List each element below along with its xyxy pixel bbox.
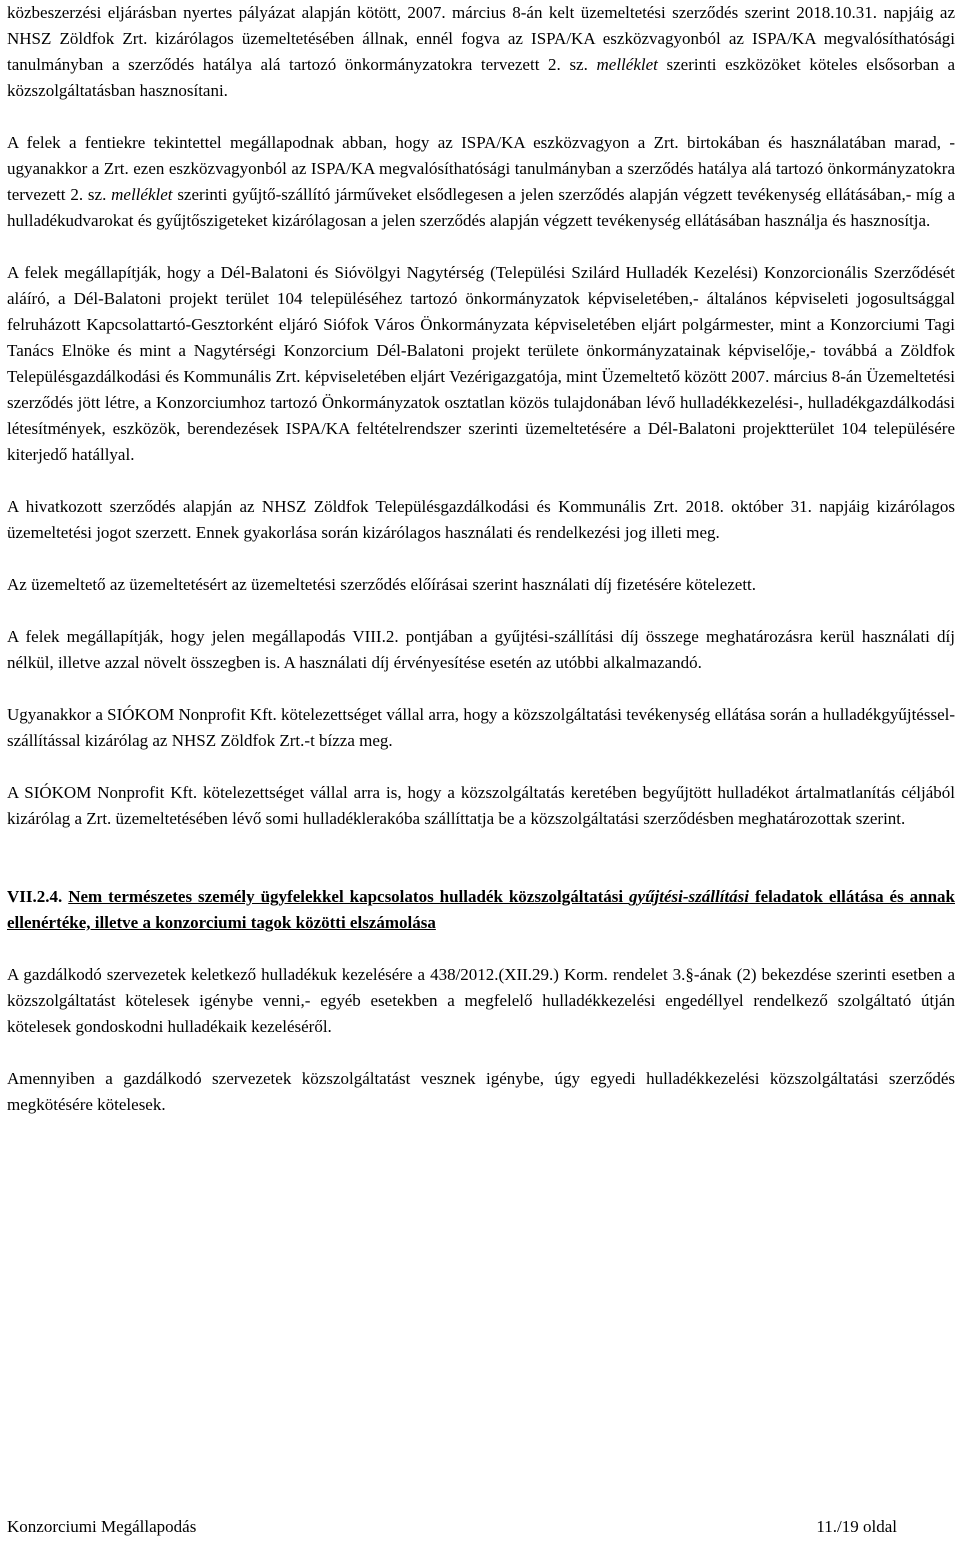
paragraph-1-text-a: közbeszerzési eljárásban nyertes pályázat alapján kötött, 2007. március 8-án kelt üzemeltetési szerződés szerint 2018.10.31. napjáig az NHSZ Zöldfok Zrt. kizárólagos üzemeltetésében állnak, ennél fogva az ISPA/KA eszközvagyonból az ISPA/KA megvalósíthatósági tanulmányban a szerződés hatálya alá tartozó önkormányzatokra tervezett 2. sz. (7, 3, 955, 74)
section-title-part1: Nem természetes személy ügyfelekkel kapcsolatos hulladék közszolgáltatási (68, 887, 630, 906)
paragraph-9: A gazdálkodó szervezetek keletkező hulladékuk kezelésére a 438/2012.(XII.29.) Korm. rendelet 3.§-ának (2) bekezdése szerinti esetben a közszolgáltatást kötelesek igénybe venni,- egyéb esetekben a megfelelő hulladékkezelési engedéllyel rendelkező szolgáltató útján kötelesek gondoskodni hulladékaik kezeléséről. (7, 965, 955, 1036)
section-title (7, 887, 955, 932)
paragraph-10: Amennyiben a gazdálkodó szervezetek közszolgáltatást vesznek igénybe, úgy egyedi hulladékkezelési közszolgáltatási szerződés megkötésére kötelesek. (7, 1069, 955, 1114)
paragraph-1 (7, 0, 955, 104)
paragraph-2-text-b: szerinti gyűjtő-szállító járműveket elsődlegesen a jelen szerződés alapján végzett tevékenység ellátásában,- míg a hulladékudvarokat és gyűjtőszigeteket kizárólagosan a jelen szerződés alapján végzett tevékenység ellátásában használja és hasznosítja. (7, 185, 955, 230)
paragraph-1-text-b: szerinti eszközöket köteles elsősorban a közszolgáltatásban hasznosítani. (7, 55, 955, 100)
paragraph-8: A SIÓKOM Nonprofit Kft. kötelezettséget vállal arra is, hogy a közszolgáltatás keretében begyűjtött hulladékot ártalmatlanítás céljából kizárólag a Zrt. üzemeltetésében lévő somi hulladéklerakóba szállíttatja be a közszolgáltatási szerződésben meghatározottak szerint. (7, 783, 955, 828)
footer-page-number: 11./19 oldal (816, 1517, 897, 1536)
section-heading (7, 884, 955, 936)
paragraph-2-italic: melléklet (111, 185, 173, 204)
section-title-part2: feladatok ellátása és annak ellenértéke, illetve a konzorciumi tagok közötti elszámolása (7, 887, 956, 932)
document-page (7, 0, 955, 1118)
paragraph-2 (7, 130, 955, 234)
paragraph-3: A felek megállapítják, hogy a Dél-Balatoni és Sióvölgyi Nagytérség (Települési Szilárd Hulladék Kezelési) Konzorcionális Szerződését aláíró, a Dél-Balatoni projekt terület 104 településéhez tartozó önkormányzatok képviseletében,- általános képviseleti jogosultsággal felruházott Kapcsolattartó-Gesztorként eljáró Siófok Város Önkormányzata képviseletében eljárt polgármester, mint a Konzorciumi Tagi Tanács Elnöke és mint a Nagytérségi Konzorcium Dél-Balatoni projekt területe önkormányzatainak képviselője,- továbbá a Zöldfok Településgazdálkodási és Kommunális Zrt. képviseletében eljárt Vezérigazgatója, mint Üzemeltető között 2007. március 8-án Üzemeltetési szerződés jött létre, a Konzorciumhoz tartozó Önkormányzatok osztatlan közös tulajdonában lévő hulladékkezelési-, hulladékgazdálkodási létesítmények, eszközök, berendezések ISPA/KA feltételrendszer szerinti üzemeltetésére a Dél-Balatoni projektterület 104 településére kiterjedő hatállyal. (7, 263, 955, 464)
paragraph-5: Az üzemeltető az üzemeltetésért az üzemeltetési szerződés előírásai szerint használati díj fizetésére kötelezett. (7, 575, 757, 594)
paragraph-1-italic: melléklet (596, 55, 658, 74)
footer-document-title: Konzorciumi Megállapodás (7, 1517, 197, 1536)
section-number: VII.2.4. (7, 887, 63, 906)
section-title-italic: gyűjtési-szállítási (629, 887, 750, 906)
paragraph-6: A felek megállapítják, hogy jelen megállapodás VIII.2. pontjában a gyűjtési-szállítási díj összege meghatározásra kerül használati díj nélkül, illetve azzal növelt összegben is. A használati díj érvényesítése esetén az utóbbi alkalmazandó. (7, 627, 955, 672)
page-footer (7, 1516, 897, 1538)
paragraph-2-text-a: A felek a fentiekre tekintettel megállapodnak abban, hogy az ISPA/KA eszközvagyon a Zrt. birtokában és használatában marad, - ugyanakkor a Zrt. ezen eszközvagyonból az ISPA/KA megvalósíthatósági tanulmányban a szerződés hatálya alá tartozó önkormányzatokra tervezett 2. sz. (7, 133, 955, 204)
paragraph-4: A hivatkozott szerződés alapján az NHSZ Zöldfok Településgazdálkodási és Kommunális Zrt. 2018. október 31. napjáig kizárólagos üzemeltetési jogot szerzett. Ennek gyakorlása során kizárólagos használati és rendelkezési jog illeti meg. (7, 497, 955, 542)
paragraph-7: Ugyanakkor a SIÓKOM Nonprofit Kft. kötelezettséget vállal arra, hogy a közszolgáltatási tevékenység ellátása során a hulladékgyűjtéssel-szállítással kizárólag az NHSZ Zöldfok Zrt.-t bízza meg. (7, 705, 955, 750)
